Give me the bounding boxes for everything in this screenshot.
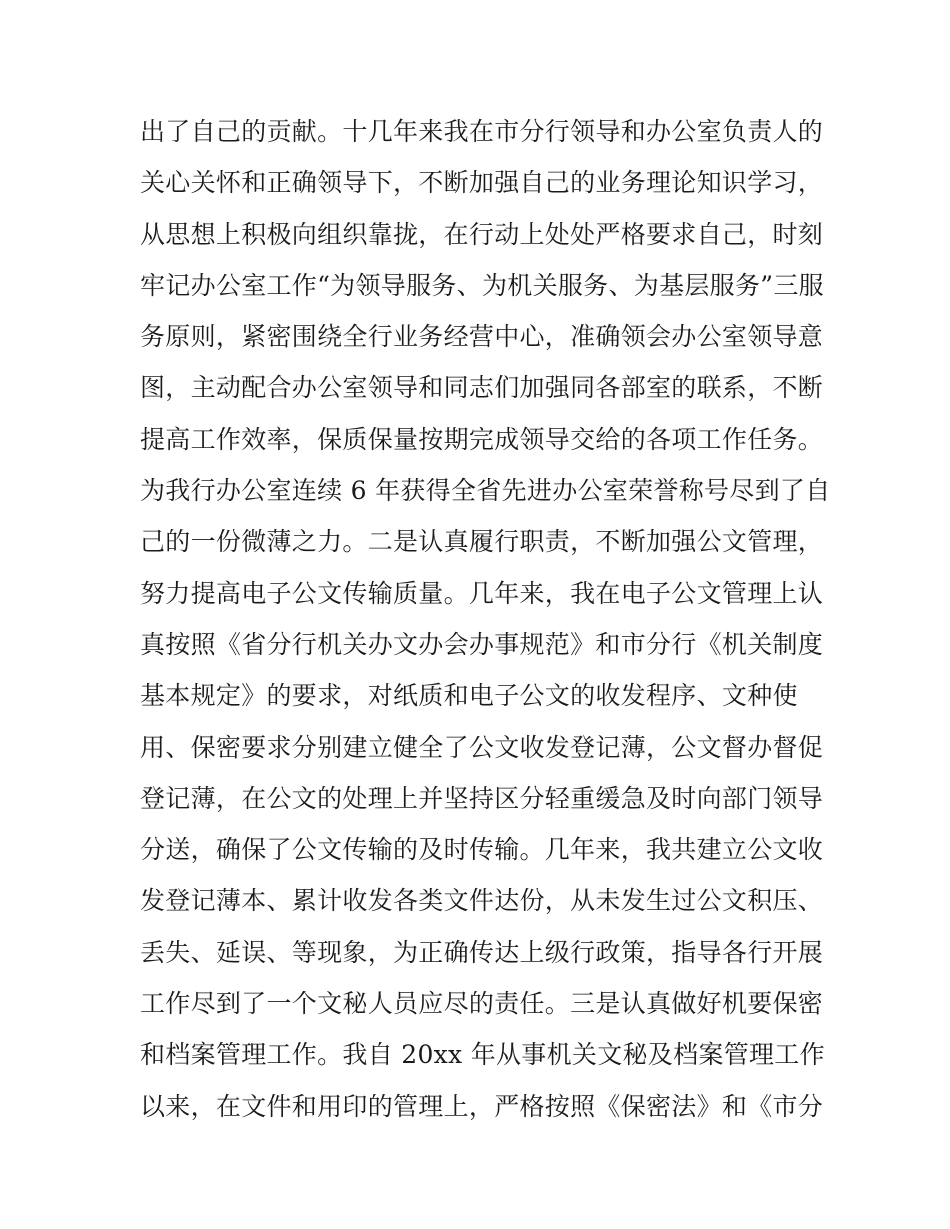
text-line: 提高工作效率，保质保量按期完成领导交给的各项工作任务。 xyxy=(140,424,824,454)
text-line: 登记薄，在公文的处理上并坚持区分轻重缓急及时向部门领导 xyxy=(140,783,824,813)
text-line: 和档案管理工作。我自 20xx 年从事机关文秘及档案管理工作 xyxy=(140,1040,825,1070)
text-line: 从思想上积极向组织靠拢，在行动上处处严格要求自己，时刻 xyxy=(140,219,824,249)
text-line: 工作尽到了一个文秘人员应尽的责任。三是认真做好机要保密 xyxy=(140,989,824,1019)
body-text xyxy=(140,106,830,1132)
text-line: 出了自己的贡献。十几年来我在市分行领导和办公室负责人的 xyxy=(140,117,824,146)
text-line: 牢记办公室工作“为领导服务、为机关服务、为基层服务”三服 xyxy=(140,270,824,300)
text-line: 务原则，紧密围绕全行业务经营中心，准确领会办公室领导意 xyxy=(140,322,824,352)
text-line: 基本规定》的要求，对纸质和电子公文的收发程序、文种使 xyxy=(140,681,798,711)
text-line: 分送，确保了公文传输的及时传输。几年来，我共建立公文收 xyxy=(140,835,824,865)
text-line: 以来，在文件和用印的管理上，严格按照《保密法》和《市分 xyxy=(140,1091,824,1121)
text-line: 己的一份微薄之力。二是认真履行职责，不断加强公文管理， xyxy=(140,527,824,557)
text-line: 图，主动配合办公室领导和同志们加强同各部室的联系，不断 xyxy=(140,373,824,403)
text-line: 发登记薄本、累计收发各类文件达份，从未发生过公文积压、 xyxy=(140,886,824,916)
text-line: 努力提高电子公文传输质量。几年来，我在电子公文管理上认 xyxy=(140,578,824,608)
text-line: 真按照《省分行机关办文办会办事规范》和市分行《机关制度 xyxy=(140,629,824,659)
text-line: 丢失、延误、等现象，为正确传达上级行政策，指导各行开展 xyxy=(140,937,824,967)
text-line: 用、保密要求分别建立健全了公文收发登记薄，公文督办督促 xyxy=(140,732,824,762)
text-line: 为我行办公室连续 6 年获得全省先进办公室荣誉称号尽到了自 xyxy=(140,476,831,506)
text-line: 关心关怀和正确领导下，不断加强自己的业务理论知识学习， xyxy=(140,168,824,198)
